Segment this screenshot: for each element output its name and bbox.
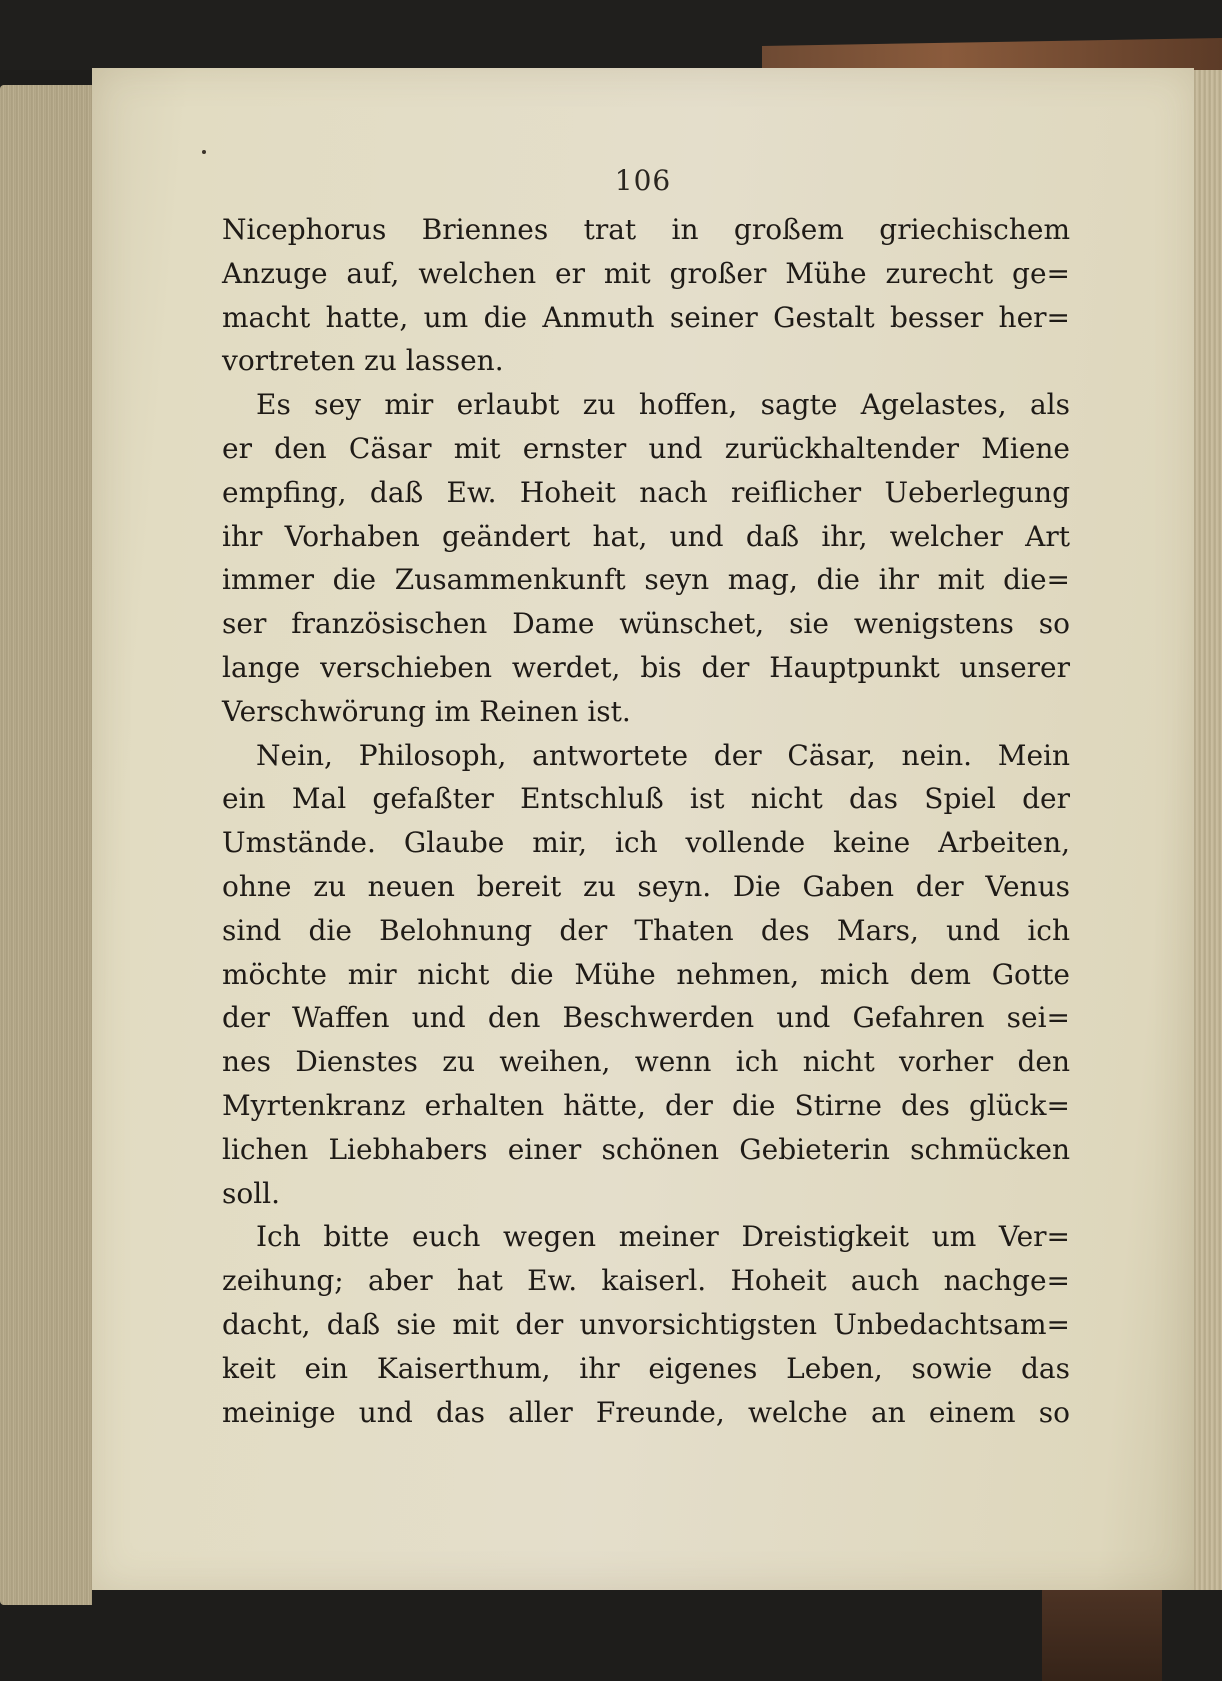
text-line: der Waffen und den Beschwerden und Gefahren sei= [222,1001,1070,1035]
text-line: dacht, daß sie mit der unvorsichtigsten Unbedachtsam= [222,1307,1070,1341]
text-line: zeihung; aber hat Ew. kaiserl. Hoheit auch nachge= [222,1264,1070,1298]
text-line: Anzuge auf, welchen er mit großer Mühe zurecht ge= [222,256,1070,290]
text-line: Nein, Philosoph, antwortete der Cäsar, nein. Mein [256,738,1070,772]
text-line: Es sey mir erlaubt zu hoffen, sagte Agelastes, als [256,388,1070,422]
text-line: nes Dienstes zu weihen, wenn ich nicht vorher den [222,1045,1070,1079]
text-line: lange verschieben werdet, bis der Hauptpunkt unserer [222,650,1070,684]
text-line: macht hatte, um die Anmuth seiner Gestalt besser her= [222,300,1070,334]
book-page-edges-left [0,85,92,1605]
text-line: soll. [222,1176,281,1210]
text-line: ohne zu neuen bereit zu seyn. Die Gaben der Venus [222,869,1070,903]
text-line: meinige und das aller Freunde, welche an einem so [222,1395,1070,1429]
text-line: Ich bitte euch wegen meiner Dreistigkeit um Ver= [256,1220,1070,1254]
text-line: empfing, daß Ew. Hoheit nach reiflicher Ueberlegung [222,475,1070,509]
text-line: immer die Zusammenkunft seyn mag, die ihr mit die= [222,563,1070,597]
text-line: möchte mir nicht die Mühe nehmen, mich dem Gotte [222,957,1070,991]
text-line: Verschwörung im Reinen ist. [222,694,631,728]
text-line: Nicephorus Briennes trat in großem griechischem [222,213,1070,246]
book-page-edges-right [1192,70,1222,1590]
ink-speck [202,150,206,154]
text-line: ser französischen Dame wünschet, sie wenigstens so [222,607,1070,641]
text-line: vortreten zu lassen. [222,344,504,378]
text-line: er den Cäsar mit ernster und zurückhaltender Miene [222,431,1070,465]
text-line: lichen Liebhabers einer schönen Gebieterin schmücken [222,1132,1070,1166]
page-number: 106 [614,164,672,197]
body-text [222,208,1070,1434]
text-line: Myrtenkranz erhalten hätte, der die Stirne des glück= [222,1088,1070,1122]
book-page [92,68,1194,1590]
text-line: ein Mal gefaßter Entschluß ist nicht das Spiel der [222,782,1070,816]
text-line: sind die Belohnung der Thaten des Mars, und ich [222,913,1070,947]
text-line: Umstände. Glaube mir, ich vollende keine Arbeiten, [222,826,1070,860]
text-line: ihr Vorhaben geändert hat, und daß ihr, welcher Art [222,519,1070,553]
text-line: keit ein Kaiserthum, ihr eigenes Leben, sowie das [222,1351,1070,1385]
